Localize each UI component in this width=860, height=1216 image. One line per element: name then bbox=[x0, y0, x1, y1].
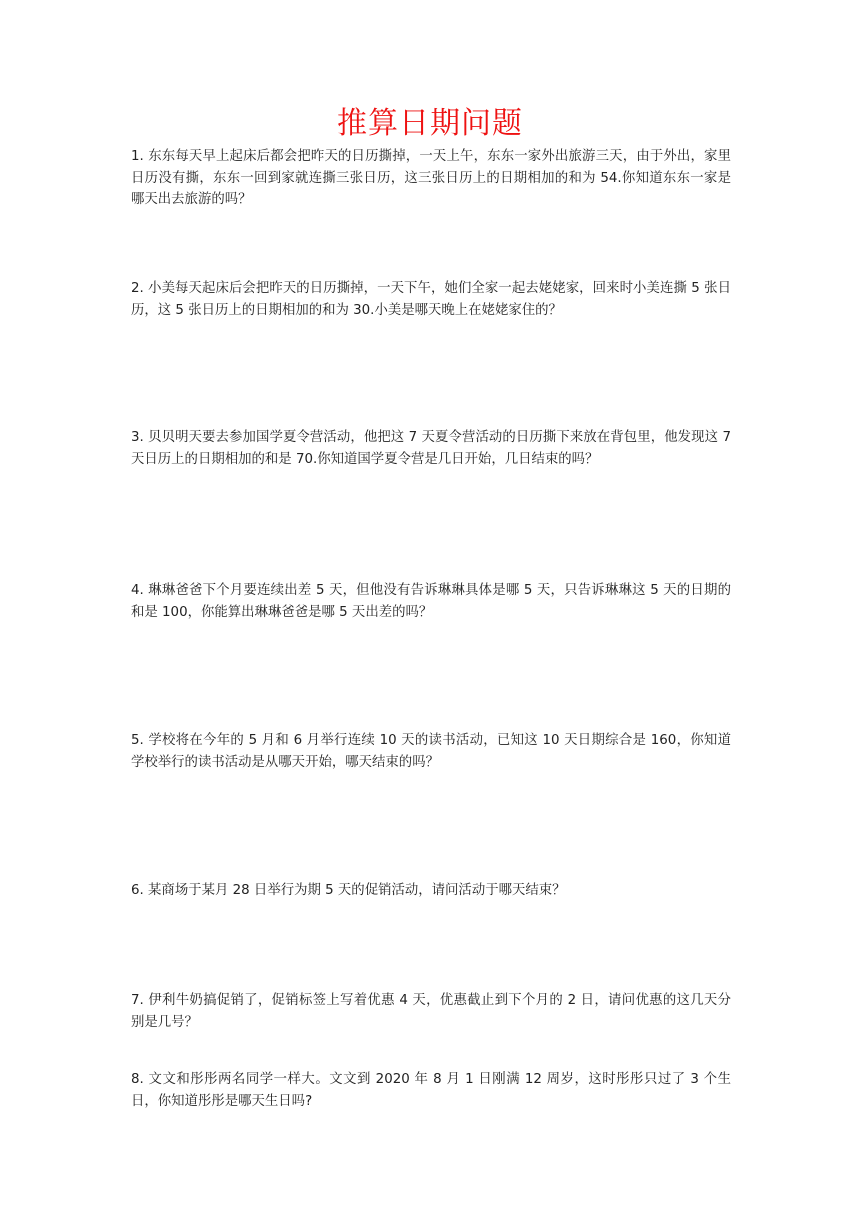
question-1: 1. 东东每天早上起床后都会把昨天的日历撕掉，一天上午，东东一家外出旅游三天，由于外出，家里日历没有撕，东东一回到家就连撕三张日历，这三张日历上的日期相加的和为 54.你知道东东一家是哪天出去旅游的吗？ bbox=[131, 149, 731, 207]
question-3: 3. 贝贝明天要去参加国学夏令营活动，他把这 7 天夏令营活动的日历撕下来放在背包里，他发现这 7 天日历上的日期相加的和是 70.你知道国学夏令营是几日开始，几日结束的吗？ bbox=[131, 430, 731, 467]
question-8: 8. 文文和彤彤两名同学一样大。文文到 2020 年 8 月 1 日刚满 12 周岁，这时彤彤只过了 3 个生日，你知道彤彤是哪天生日吗? bbox=[131, 1072, 731, 1109]
page-title: 推算日期问题 bbox=[337, 106, 523, 141]
question-4: 4. 琳琳爸爸下个月要连续出差 5 天，但他没有告诉琳琳具体是哪 5 天，只告诉琳琳这 5 天的日期的和是 100，你能算出琳琳爸爸是哪 5 天出差的吗？ bbox=[131, 583, 731, 620]
question-5: 5. 学校将在今年的 5 月和 6 月举行连续 10 天的读书活动，已知这 10 天日期综合是 160，你知道学校举行的读书活动是从哪天开始，哪天结束的吗？ bbox=[131, 733, 731, 770]
question-6: 6. 某商场于某月 28 日举行为期 5 天的促销活动，请问活动于哪天结束？ bbox=[131, 883, 566, 898]
question-2: 2. 小美每天起床后会把昨天的日历撕掉，一天下午，她们全家一起去姥姥家，回来时小美连撕 5 张日历，这 5 张日历上的日期相加的和为 30.小美是哪天晚上在姥姥家住的？ bbox=[131, 281, 731, 318]
question-7: 7. 伊利牛奶搞促销了，促销标签上写着优惠 4 天，优惠截止到下个月的 2 日，请问优惠的这几天分别是几号？ bbox=[131, 993, 731, 1030]
